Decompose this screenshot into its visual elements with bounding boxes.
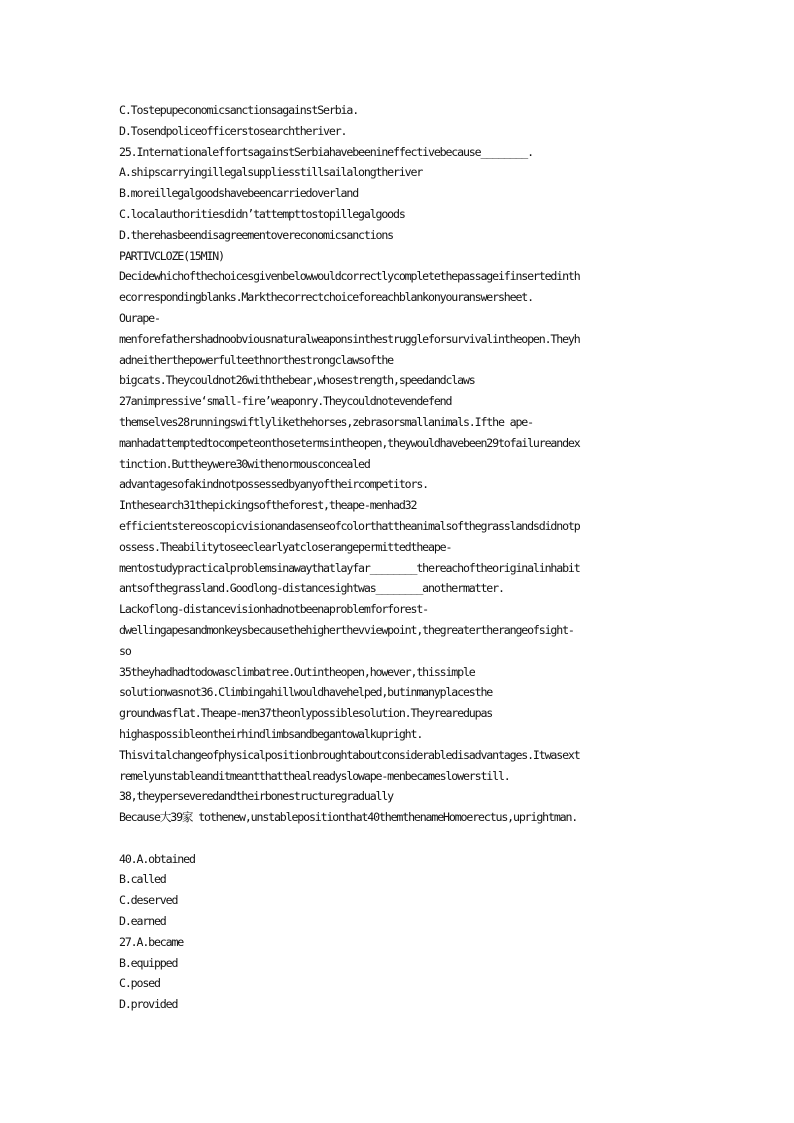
- text-line: B.equipped: [119, 955, 178, 970]
- text-line: B.moreillegalgoodshavebeencarriedoverland: [119, 186, 359, 201]
- text-line: PARTIVCLOZE(15MIN): [119, 248, 224, 263]
- document-text: [119, 100, 684, 1015]
- text-line: 38,theyperseveredandtheirbonestructuregradually: [119, 789, 394, 804]
- text-line: C.localauthoritiesdidn’tattempttostopillegalgoods: [119, 206, 405, 221]
- text-line: 25.InternationaleffortsagainstSerbiahavebeenineffectivebecause________.: [119, 144, 533, 159]
- text-line: dwellingapesandmonkeysbecausethehigherthevviewpoint,thegreatertherangeofsight-: [119, 622, 574, 637]
- text-line: 40.A.obtained: [119, 851, 195, 866]
- text-line: solutionwasnot36.Climbingahillwouldhavehelped,butinmanyplacesthe: [119, 685, 493, 700]
- text-line: Decidewhichofthechoicesgivenbelowwouldcorrectlycompletethepassageifinsertedinth: [119, 269, 580, 284]
- text-line: remelyunstableanditmeantthatthealreadyslowape-menbecameslowerstill.: [119, 768, 510, 783]
- text-line: D.therehasbeendisagreementovereconomicsanctions: [119, 227, 394, 242]
- text-line: [119, 828, 684, 849]
- text-line: antsofthegrassland.Goodlong-distancesightwas________anothermatter.: [119, 581, 504, 596]
- text-line: A.shipscarryingillegalsuppliesstillsailalongtheriver: [119, 165, 423, 180]
- text-line: C.deserved: [119, 893, 178, 908]
- text-line: 27.A.became: [119, 934, 184, 949]
- text-line: 35theyhadhadtodowasclimbatree.Outintheopen,however,thissimple: [119, 664, 475, 679]
- text-line: adneitherthepowerfulteethnorthestrongclawsofthe: [119, 352, 394, 367]
- text-line: C.TostepupeconomicsanctionsagainstSerbia.: [119, 103, 359, 117]
- text-line: menforefathershadnoobviousnaturalweaponsinthestruggleforsurvivalintheopen.Theyh: [119, 331, 580, 346]
- text-line: D.provided: [119, 997, 178, 1012]
- text-line: so: [119, 643, 131, 658]
- text-line: manhadattemptedtocompeteonthosetermsintheopen,theywouldhavebeen29tofailureandex: [119, 435, 580, 450]
- text-line: Lackoflong-distancevisionhadnotbeenaproblemforforest-: [119, 602, 428, 617]
- text-line: Because大39家 tothenew,unstablepositionthat40themthenameHomoerectus,uprightman.: [119, 810, 578, 825]
- text-line: Thisvitalchangeofphysicalpositionbroughtaboutconsiderabledisadvantages.Itwasext: [119, 747, 580, 762]
- text-line: themselves28runningswiftlylikethehorses,zebrasorsmallanimals.Ifthe ape-: [119, 414, 533, 429]
- text-line: 27animpressive‘small-fire’weaponry.Theycouldnotevendefend: [119, 394, 452, 409]
- text-line: Inthesearch31thepickingsoftheforest,theape-menhad32: [119, 498, 417, 513]
- text-line: D.earned: [119, 914, 166, 929]
- text-line: highaspossibleontheirhindlimbsandbegantowalkupright.: [119, 726, 423, 741]
- text-line: Ourape-: [119, 310, 160, 325]
- text-line: tinction.Buttheywere30withenormousconcealed: [119, 456, 370, 471]
- text-line: D.Tosendpoliceofficerstosearchtheriver.: [119, 123, 347, 138]
- text-line: groundwasflat.Theape-men37theonlypossiblesolution.Theyrearedupas: [119, 706, 493, 721]
- text-line: advantagesofakindnotpossessedbyanyoftheircompetitors.: [119, 477, 428, 492]
- text-line: bigcats.Theycouldnot26withthebear,whosestrength,speedandclaws: [119, 373, 475, 388]
- text-line: C.posed: [119, 976, 160, 991]
- text-line: B.called: [119, 872, 166, 887]
- text-line: efficientstereoscopicvisionandasenseofcolorthattheanimalsofthegrasslandsdidnotp: [119, 518, 580, 533]
- text-line: ecorrespondingblanks.Markthecorrectchoiceforeachblankonyouranswersheet.: [119, 290, 533, 305]
- text-line: mentostudypracticalproblemsinawaythatlayfar________thereachoftheoriginalinhabit: [119, 560, 580, 575]
- text-line: ossess.Theabilitytoseeclearlyatcloserangepermittedtheape-: [119, 539, 452, 554]
